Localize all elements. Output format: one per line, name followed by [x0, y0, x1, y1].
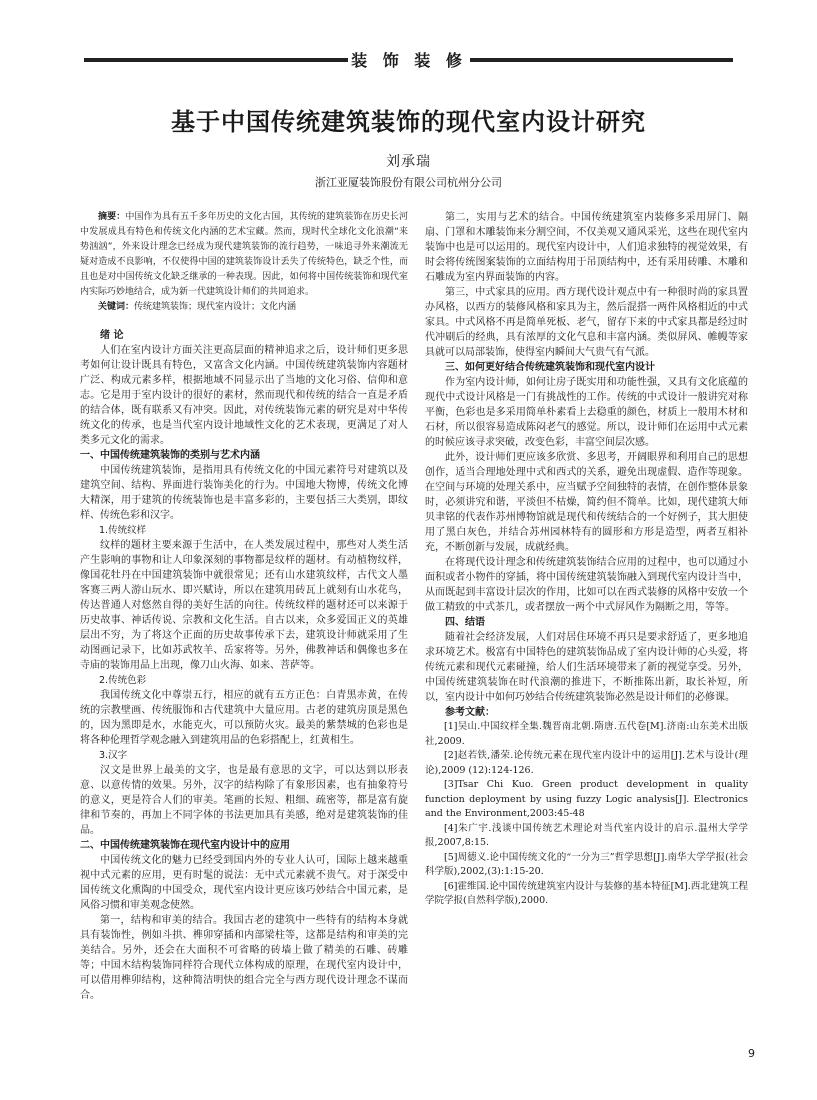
subsection-2-paragraph: 我国传统文化中尊崇五行，相应的就有五方正色：白青黑赤黄，在传统的宗教壁画、传统服饰和古代建筑中大量应用。古老的建筑房顶是黑色的，因为黑即是水，水能克火，可以预防火灾。最美的紫禁城的色彩也是将各种伦理哲学观念融入到建筑用品的色彩搭配上，红黄相生。: [80, 690, 408, 746]
section-3-heading: 三、如何更好结合传统建筑装饰和现代室内设计: [445, 362, 655, 373]
section-4-paragraph: 随着社会经济发展，人们对居住环境不再只是要求舒适了，更多地追求环境艺术。极富有中国特色的建筑装饰品成了室内设计师的心头爱，将传统元素和现代元素碰撞，给人们生活环境带来了新的视觉享受。另外，中国传统建筑装饰在时代浪潮的推进下，不断推陈出新，取长补短，所以，室内设计中如何巧妙结合传统建筑装饰必然是设计师们的必修课。: [425, 632, 748, 703]
section-3-paragraph-2: 此外，设计师们更应该多欣赏、多思考，开阔眼界和利用自己的思想创作，适当合理地处理中式和西式的关系，避免出现虚假、造作等现象。在空间与环境的处理关系中，应当赋予空间独特的表情，在创作整体景象时，必须讲究和谐，平淡但不枯燥，简约但不简单。比如，现代建筑大师贝聿铭的代表作苏州博物馆就是现代和传统结合的一个好例子，其大胆使用了黑白灰色，并结合苏州园林特有的圆形和方形是造型，两者互相补充，不断创新与发展，成就经典。: [425, 452, 748, 553]
section-3-paragraph-3: 在将现代设计理念和传统建筑装饰结合应用的过程中，也可以通过小面积或者小物件的穿插，将中国传统建筑装饰融入到现代室内设计当中，从而既起到丰富设计层次的作用，比如可以在西式装修的风格中安放一个做工精致的中式茶几，或者摆放一两个中式屏风作为隔断之用，等等。: [425, 557, 748, 613]
section-2-paragraph-2: 第一，结构和审美的结合。我国古老的建筑中一些特有的结构本身就具有装饰性，例如斗拱、榫卯穿插和内部梁柱等，这都是结构和审美的完美结合。另外，还会在大面积不可省略的砖墙上做了精美的石雕、砖雕等；中国木结构装饰同样符合现代立体构成的原理，在现代室内设计中，可以借用榫卯结构，这种简洁明快的组合完全与西方现代设计理念不谋而合。: [80, 915, 408, 1001]
references-heading: 参考文献：: [445, 707, 495, 718]
section-2-paragraph-4: 第三，中式家具的应用。西方现代设计观点中有一种很时尚的家具置办风格，以西方的装修风格和家具为主，然后混搭一两件风格相近的中式家具。中式风格不再是简单死板、老气，留存下来的中式家具都是经过时代冲刷后的经典，具有浓厚的文化气息和丰富内涵。类似屏风、帷幔等家具就可以局部装饰，使得室内瞬间大气贵气有气派。: [425, 287, 748, 358]
reference-item: [1]吴山.中国纹样全集.魏晋南北朝.隋唐.五代卷[M].济南:山东美术出版社,2009.: [425, 721, 748, 747]
reference-item: [3]Tsar Chi Kuo. Green product development in quality function deployment by using fuzzy Logic analysis[J]. Electronics and the Environment,2003:45-48: [425, 779, 748, 819]
section-label: 装 饰 装 修: [351, 51, 467, 70]
section-4-heading: 四、结语: [445, 617, 485, 628]
header-rule-left: [84, 58, 348, 62]
intro-heading: 绪 论: [100, 330, 124, 341]
reference-item: [4]朱广宇.浅谈中国传统艺术理论对当代室内设计的启示.温州大学学报,2007,8:15.: [425, 822, 748, 848]
section-1-paragraph: 中国传统建筑装饰，是指用具有传统文化的中国元素符号对建筑以及建筑空间、结构、界面进行装饰美化的行为。中国地大物博，传统文化博大精深，用于建筑的传统装饰也是丰富多彩的，主要包括三大类别，即纹样、传统色彩和汉字。: [80, 465, 408, 521]
reference-item: [5]周德义.论中国传统文化的“一分为三”哲学思想[J].南华大学学报(社会科学版),2002,(3):1:15-20.: [425, 851, 748, 877]
section-3-paragraph-1: 作为室内设计师，如何让房子既实用和功能性强，又具有文化底蕴的现代中式设计风格是一门有挑战性的工作。传统的中式设计一般讲究对称平衡，色彩也是多采用简单朴素看上去稳重的颜色，材质上一般用木材和石材，所以很容易造成陈闷老气的感觉。所以，设计师们在运用中式元素的时候应该寻求突破，改变色彩，丰富空间层次感。: [425, 377, 748, 448]
subsection-1-heading: 1.传统纹样: [99, 525, 147, 536]
left-column: [80, 210, 408, 1003]
section-1-heading: 一、中国传统建筑装饰的类别与艺术内涵: [80, 450, 260, 461]
abstract-text: 中国作为具有五千多年历史的文化古国，其传统的建筑装饰在历史长河中发展成具有特色和传统文化内涵的艺术宝藏。然而，现时代全球化文化浪潮“来势汹汹”，外来设计理念已经成为现代建筑装饰的流行趋势，一味追寻外来潮流无疑对造成不良影响，不仅使得中国的建筑装饰设计丢失了传统特色，缺乏个性，而且也是对中国传统文化缺乏继承的一种表现。因此，如何将中国传统装饰和现代室内实际巧妙地结合，成为新一代建筑设计师们的共同追求。: [80, 212, 408, 297]
abstract: [80, 210, 408, 300]
author-affiliation: 浙江亚厦装饰股份有限公司杭州分公司: [315, 176, 502, 189]
author-name: 刘承瑞: [386, 154, 431, 170]
section-2-heading: 二、中国传统建筑装饰在现代室内设计中的应用: [80, 840, 290, 851]
page-number: 9: [748, 1047, 755, 1060]
section-2-paragraph-3: 第二，实用与艺术的结合。中国传统建筑室内装修多采用屏门、隔扇、门罩和木雕装饰来分割空间，不仅美观又通风采光，这些在现代室内装饰中也是可以运用的。现代室内设计中，人们追求独特的视觉效果，有时会将传统图案装饰的立面结构用于吊顶结构中，还有采用砖雕、木雕和石雕成为室内界面装饰的内容。: [425, 212, 748, 283]
right-column: [425, 210, 748, 909]
subsection-3-heading: 3.汉字: [99, 750, 128, 761]
section-2-paragraph-1: 中国传统文化的魅力已经受到国内外的专业人认可，国际上越来越重视中式元素的应用，更有时髦的说法：无中式元素就不贵气。对于深受中国传统文化熏陶的中国受众，现代室内设计更应该巧妙结合中国元素，是风俗习惯和审美观念使然。: [80, 855, 408, 911]
subsection-3-paragraph: 汉文是世界上最美的文字，也是最有意思的文字，可以达到以形表意、以意传情的效果。另外，汉字的结构除了有象形因素，也有抽象符号的意义，更是符合人们的审美。笔画的长短、粗细、疏密等，都是富有旋律和节奏的，再加上不同字体的书法更加具有美感，绝对是建筑装饰的佳品。: [80, 765, 408, 836]
keywords-label: 关键词：: [98, 302, 135, 312]
reference-item: [6]霍维国.论中国传统建筑室内设计与装修的基本特征[M].西北建筑工程学院学报(自然科学版),2000.: [425, 880, 748, 906]
abstract-label: 摘要：: [98, 212, 126, 222]
subsection-1-paragraph: 纹样的题材主要来源于生活中，在人类发展过程中，那些对人类生活产生影响的事物和让人印象深刻的事物都是纹样的题材。有动植物纹样，像国花牡丹在中国建筑装饰中就很常见；还有山水建筑纹样，古代文人墨客赛三两人游山玩水、即兴赋诗，所以在建筑用砖瓦上就刻有山水花鸟，传达普通人对悠然自得的美好生活的向往。传统纹样的题材还可以来源于历史故事、神话传说、宗教和文化生活。自古以来，众多爱国正义的英雄层出不穷，为了将这个正面的历史故事传承下去，建筑设计师就采用了生动图画记录下，比如苏武牧羊、岳家将等。另外，佛教神话和偶像也多在寺庙的装饰用品上出现，像刀山火海、如来、菩萨等。: [80, 540, 408, 671]
article-title: 基于中国传统建筑装饰的现代室内设计研究: [171, 108, 646, 136]
reference-item: [2]赵若铁,潘荣.论传统元素在现代室内设计中的运用[J].艺术与设计(理论),2009 (12):124-126.: [425, 750, 748, 776]
subsection-2-heading: 2.传统色彩: [99, 675, 147, 686]
header-rule-right: [470, 58, 733, 62]
keywords-text: 传统建筑装饰；现代室内设计；文化内涵: [134, 302, 297, 312]
intro-paragraph: 人们在室内设计方面关注更高层面的精神追求之后，设计师们更多思考如何让设计既具有特色，又富含文化内涵。中国传统建筑装饰内容题材广泛、构成元素多样，根据地域不同显示出了当地的文化习俗、信仰和意志。它是用于室内设计的很好的素材，然而现代和传统的结合一直是矛盾的结合体，既有联系又有冲突。因此，对传统装饰元素的研究是对中华传统文化的传承，也是当代室内设计地域性文化的艺术表现，更满足了对人类多元文化的需求。: [80, 345, 408, 446]
keywords: [80, 300, 408, 315]
